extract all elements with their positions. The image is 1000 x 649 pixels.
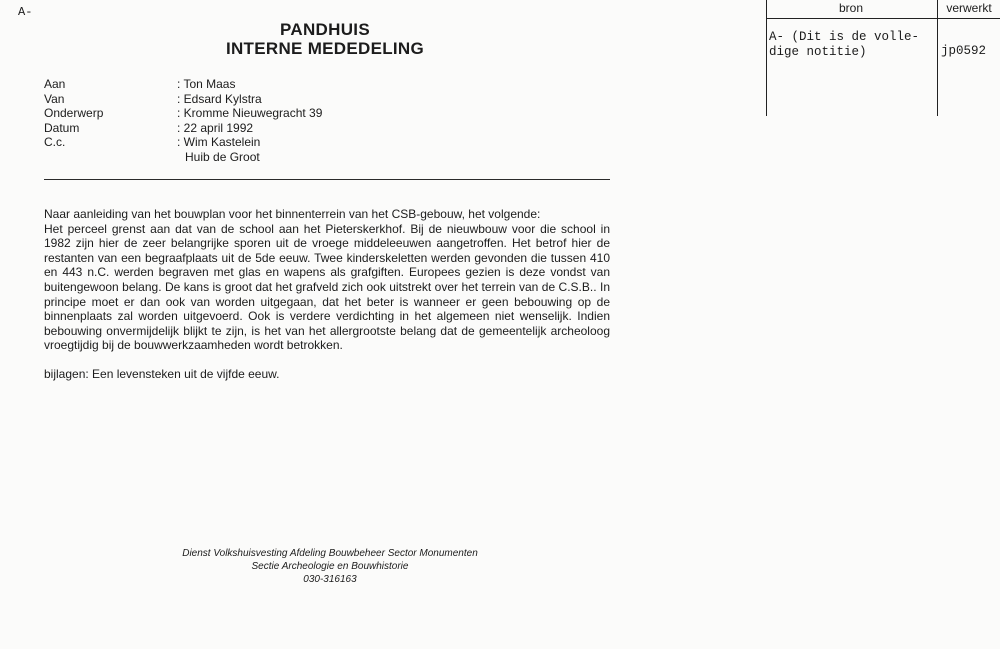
memo-body — [44, 207, 610, 382]
footer-phone: 030-316163 — [303, 574, 357, 585]
divider — [44, 179, 610, 180]
header-value: : Ton Maas — [177, 77, 236, 91]
header-value: : 22 april 1992 — [177, 120, 254, 135]
footer-section: Sectie Archeologie en Bouwhistorie — [251, 561, 409, 572]
corner-mark: A- — [18, 5, 33, 19]
header-value: : Edsard Kylstra — [177, 91, 262, 106]
title-line-1: PANDHUIS — [280, 20, 370, 39]
column-header-bron: bron — [838, 1, 864, 15]
header-row-van — [44, 92, 322, 107]
title-line-2: INTERNE MEDEDELING — [225, 39, 425, 58]
header-label: Datum — [44, 120, 80, 135]
cell-bron-line-1: A- (Dit is de volle- — [769, 30, 920, 44]
sender-footer — [150, 547, 510, 586]
cc-extra-recipient: Huib de Groot — [185, 149, 260, 164]
cell-verwerkt: jp0592 — [941, 44, 987, 58]
header-row-cc — [44, 135, 322, 150]
attachments-line: bijlagen: Een levensteken uit de vijfde eeuw. — [44, 366, 280, 381]
header-label: Onderwerp — [44, 106, 104, 121]
archive-stamp-table — [766, 0, 1000, 116]
column-header-verwerkt: verwerkt — [946, 1, 992, 15]
cell-bron — [769, 30, 929, 60]
main-paragraph: Het perceel grenst aan dat van de school aan het Pieterskerkhof. Bij de nieuwbouw voor die school in 1982 zijn hier de zeer belangrijke sporen uit de vroege middeleeuwen aangetroffen. Het betrof hier de restanten van een begraafplaats uit de 5de eeuw. Twee kinderskeletten werden gevonden die tussen 410 en 443 n.C. werden begraven met glas en wapens als grafgiften. Europees gezien is deze vondst van buitengewoon belang. De kans is groot dat het grafveld zich ook uitstrekt over het terrein van de C.S.B.. In principe moet er dan ook van worden uitgegaan, dat het beter is wanneer er geen bebouwing op de binnenplaats zal worden uitgevoerd. Ook is verdere verdichting in het algemeen niet wenselijk. Indien bebouwing onvermijdelijk blijkt te zijn, is het van het allergrootste belang dat de gemeentelijk archeoloog vroegtijdig bij de bouwwerkzaamheden wordt betrokken. — [44, 221, 610, 353]
header-row-datum — [44, 121, 322, 136]
header-value: : Wim Kastelein — [177, 135, 261, 150]
cell-bron-line-2: dige notitie) — [769, 45, 867, 59]
intro-line: Naar aanleiding van het bouwplan voor het binnenterrein van het CSB-gebouw, het volgende: — [44, 207, 541, 221]
memo-headers — [44, 77, 322, 165]
header-label: C.c. — [44, 135, 66, 150]
header-row-aan — [44, 77, 322, 92]
header-label: Van — [44, 91, 65, 106]
header-value: : Kromme Nieuwegracht 39 — [177, 106, 323, 121]
header-row-onderwerp — [44, 106, 322, 121]
memo-title — [170, 20, 480, 58]
header-label: Aan — [44, 77, 66, 91]
table-header-line — [766, 18, 1000, 19]
footer-department: Dienst Volkshuisvesting Afdeling Bouwbeheer Sector Monumenten — [182, 548, 478, 559]
